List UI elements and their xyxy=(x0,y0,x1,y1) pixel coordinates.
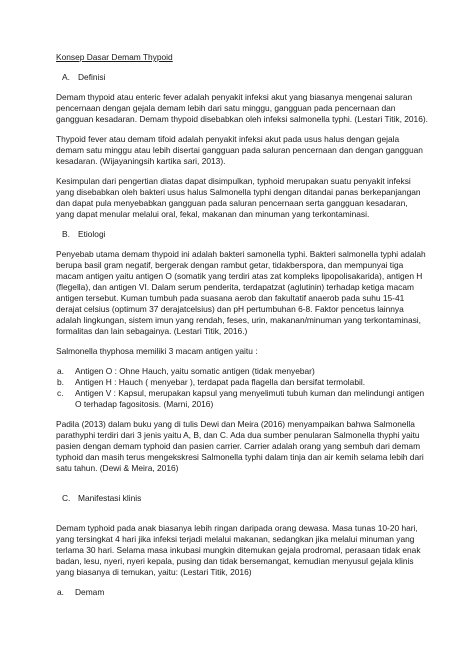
section-marker: B. xyxy=(62,229,70,239)
paragraph-conclusion: Kesimpulan dari pengertian diatas dapat disimpulkan, typhoid merupakan suatu penyakit infeksi yang disebabkan oleh bakteri usus halus Salmonella typhi dengan ditandai panas berkepanjangan dan dapat pula menyebabkan gangguan pada saluran pencernaan serta gangguan kesadaran, yang dapat menular melalui oral, fekal, makanan dan minuman yang terkontaminasi. xyxy=(56,176,421,219)
document-body xyxy=(56,52,428,598)
list-item-antigen-v xyxy=(56,388,428,410)
list-item-text: Antigen H : Hauch ( menyebar ), terdapat pada flagella dan bersifat termolabil. xyxy=(75,377,366,387)
list-marker: b. xyxy=(57,377,64,387)
section-title: Etiologi xyxy=(78,229,106,239)
paragraph-antigen-intro: Salmonella thyphosa memiliki 3 macam antigen yaitu : xyxy=(56,346,258,356)
list-item-text: Antigen V : Kapsul, merupakan kapsul yang menyelimuti tubuh kuman dan melindungi antigen O terhadap fagositosis. (Marni, 2016) xyxy=(75,388,425,409)
list-marker: a. xyxy=(57,366,64,376)
section-marker: A. xyxy=(62,72,70,82)
paragraph-etiology: Penyebab utama demam thypoid ini adalah bakteri samonella typhi. Bakteri salmonella typhi adalah berupa basil gram negatif, bergerak dengan rambut getar, tidakberspora, dan mempunyai tiga macam antigen yaitu antigen O (somatik yang terdiri atas zat kompleks lipopolisakarida), antigen H (flegella), dan antigen VI. Dalam serum penderita, terdapatzat (aglutinin) terhadap ketiga macam antigen tersebut. Kuman tumbuh pada suasana aerob dan fakultatif anaerob pada suhu 15-41 derajat celsius (optimum 37 derajatcelsius) dan pH pertumbuhan 6-8. Faktor pencetus lainnya adalah lingkungan, sistem imun yang rendah, feses, urin, makanan/minuman yang terkontaminasi, formalitas dan lain sebagainya. (Lestari Titik, 2016.) xyxy=(56,249,426,336)
paragraph-definition-2: Thypoid fever atau demam tifoid adalah penyakit infeksi akut pada usus halus dengan gejala demam satu minggu atau lebih disertai gangguan pada saluran pencernaan dan dengan gangguan kesadaran. (Wijayaningsih kartika sari, 2013). xyxy=(56,134,423,166)
document-title: Konsep Dasar Demam Thypoid xyxy=(56,52,173,62)
section-marker: C. xyxy=(62,493,71,503)
list-item-text: Demam xyxy=(75,587,105,597)
list-marker: c. xyxy=(57,388,64,398)
list-item-antigen-o xyxy=(56,366,428,377)
list-item-demam xyxy=(56,587,428,598)
section-title: Definisi xyxy=(78,72,106,82)
section-heading-etiologi xyxy=(56,229,428,240)
list-item-text: Antigen O : Ohne Hauch, yaitu somatic antigen (tidak menyebar) xyxy=(75,366,315,376)
section-heading-definisi xyxy=(56,72,428,83)
paragraph-transmission: Padila (2013) dalam buku yang di tulis Dewi dan Meira (2016) menyampaikan bahwa Salmonella parathyphi terdiri dari 3 jenis yaitu A, B, dan C. Ada dua sumber penularan Salmonella thyphi yaitu pasien dengan demam typhoid dan pasien carrier. Carrier adalah orang yang sembuh dari demam typhoid dan masih terus mengekskresi Salmonella typhi dalam tinja dan air kemih selama lebih dari satu tahun. (Dewi & Meira, 2016) xyxy=(56,419,424,473)
section-title: Manifestasi klinis xyxy=(78,493,142,503)
paragraph-definition-1: Demam thypoid atau enteric fever adalah penyakit infeksi akut yang biasanya mengenai saluran pencernaan dengan gejala demam lebih dari satu minggu, gangguan pada pencernaan dan gangguan kesadaran. Demam thypoid disebabkan oleh infeksi salmonella typhi. (Lestari Titik, 2016). xyxy=(56,92,428,124)
paragraph-clinical: Demam typhoid pada anak biasanya lebih ringan daripada orang dewasa. Masa tunas 10-20 hari, yang tersingkat 4 hari jika infeksi terjadi melalui makanan, sedangkan jika melalui minuman yang terlama 30 hari. Selama masa inkubasi mungkin ditemukan gejala prodromal, perasaan tidak enak badan, lesu, nyeri, nyeri kepala, pusing dan tidak bersemangat, kemudian menyusul gejala klinis yang biasanya di temukan, yaitu: (Lestari Titik, 2016) xyxy=(56,523,421,577)
section-heading-manifestasi xyxy=(56,493,428,504)
list-marker: a. xyxy=(57,587,64,597)
list-item-antigen-h xyxy=(56,377,428,388)
